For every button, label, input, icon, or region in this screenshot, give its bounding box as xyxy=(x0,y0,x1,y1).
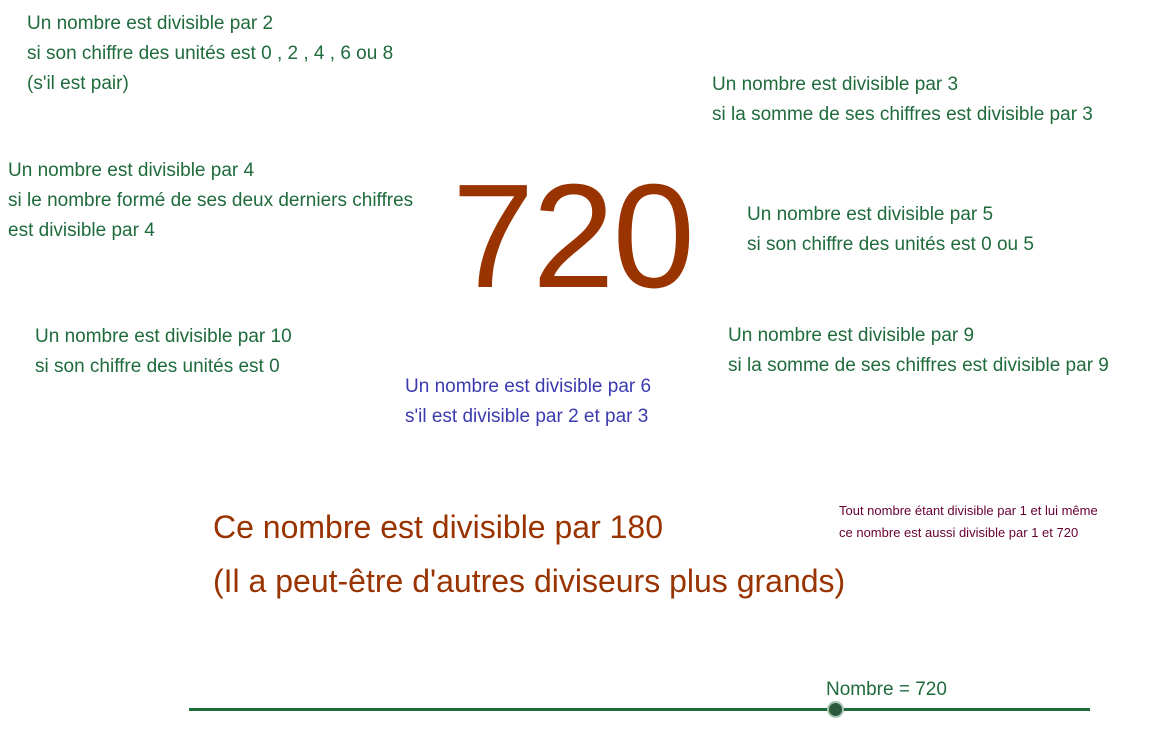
rule-divisible-6 xyxy=(405,372,651,432)
rule-divisible-2 xyxy=(27,9,393,99)
rule-4-line-2: si le nombre formé de ses deux derniers chiffres xyxy=(8,190,414,211)
rule-6-line-2: s'il est divisible par 2 et par 3 xyxy=(405,406,649,427)
note-line-1: Tout nombre étant divisible par 1 et lui même xyxy=(839,503,1098,518)
rule-3-line-2: si la somme de ses chiffres est divisible par 3 xyxy=(712,104,1093,125)
result-line-1: Ce nombre est divisible par 180 xyxy=(213,509,664,545)
rule-5-line-2: si son chiffre des unités est 0 ou 5 xyxy=(747,234,1034,255)
rule-2-line-2: si son chiffre des unités est 0 , 2 , 4 , 6 ou 8 xyxy=(27,43,394,64)
rule-2-line-3: (s'il est pair) xyxy=(27,73,129,94)
trivial-divisors-note xyxy=(839,500,1098,544)
rule-4-line-1: Un nombre est divisible par 4 xyxy=(8,160,255,181)
rule-divisible-4 xyxy=(8,156,413,246)
rule-10-line-2: si son chiffre des unités est 0 xyxy=(35,356,280,377)
number-slider-handle[interactable] xyxy=(829,703,842,716)
rule-5-line-1: Un nombre est divisible par 5 xyxy=(747,204,994,225)
current-number: 720 xyxy=(452,154,693,319)
result-line-2: (Il a peut-être d'autres diviseurs plus grands) xyxy=(213,563,846,599)
rule-divisible-3 xyxy=(712,70,1093,130)
rule-3-line-1: Un nombre est divisible par 3 xyxy=(712,74,959,95)
rule-2-line-1: Un nombre est divisible par 2 xyxy=(27,13,274,34)
divisibility-result xyxy=(213,500,845,608)
rule-9-line-2: si la somme de ses chiffres est divisible par 9 xyxy=(728,355,1109,376)
rule-divisible-5 xyxy=(747,200,1034,260)
rule-divisible-9 xyxy=(728,321,1109,381)
rule-9-line-1: Un nombre est divisible par 9 xyxy=(728,325,975,346)
rule-divisible-10 xyxy=(35,322,292,382)
number-slider-track[interactable] xyxy=(189,708,1090,711)
note-line-2: ce nombre est aussi divisible par 1 et 720 xyxy=(839,525,1079,540)
rule-10-line-1: Un nombre est divisible par 10 xyxy=(35,326,292,347)
rule-4-line-3: est divisible par 4 xyxy=(8,220,155,241)
slider-label: Nombre = 720 xyxy=(826,679,947,700)
rule-6-line-1: Un nombre est divisible par 6 xyxy=(405,376,652,397)
